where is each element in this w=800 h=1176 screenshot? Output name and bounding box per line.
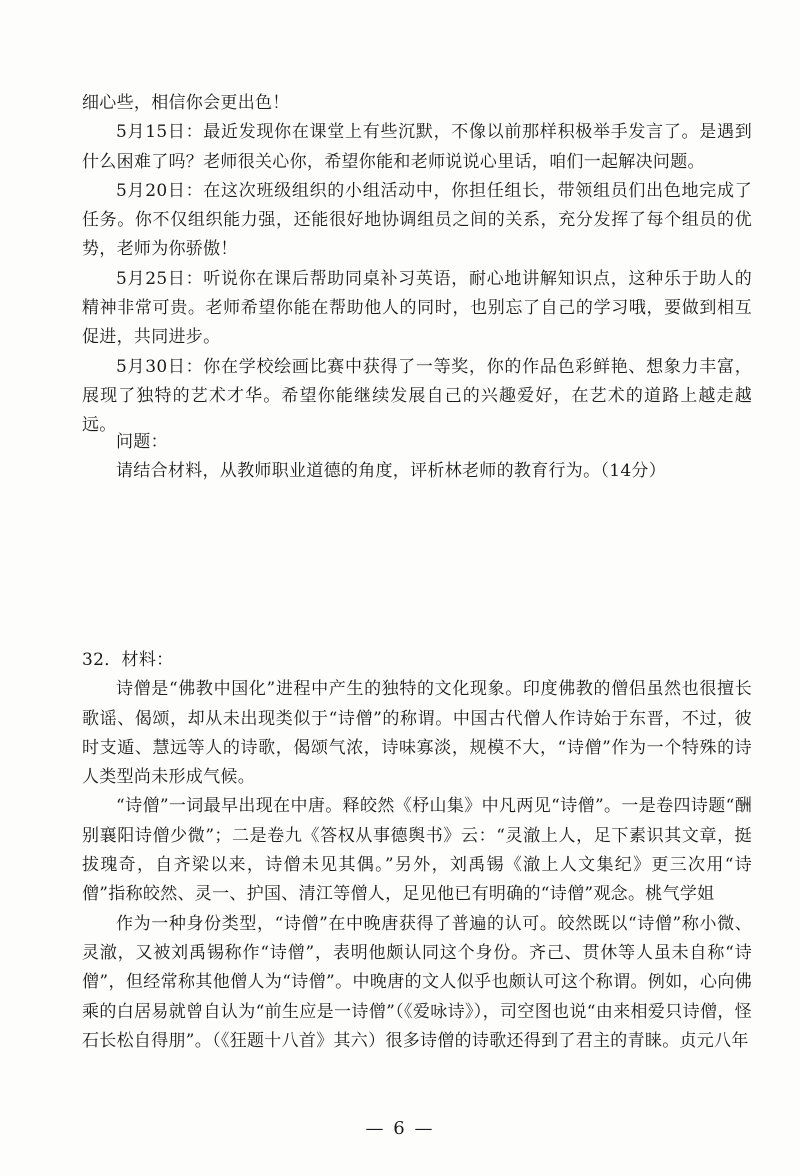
question-prompt: 请结合材料，从教师职业道德的角度，评析林老师的教育行为。（14分） — [116, 461, 667, 482]
diary-entry-may-30: 5月30日：你在学校绘画比赛中获得了一等奖，你的作品色彩鲜艳、想象力丰富，展现了独特的艺术才华。希望你能继续发展自己的兴趣爱好，在艺术的道路上越走越远。 — [82, 356, 752, 436]
material-32 — [82, 646, 752, 1056]
material-32-paragraph-3: 作为一种身份类型，“诗僧”在中晚唐获得了普遍的认可。皎然既以“诗僧”称小微、灵澈，又被刘禹锡称作“诗僧”，表明他颇认同这个身份。齐己、贯休等人虽未自称“诗僧”，但经常称其他僧人为“诗僧”。中晚唐的文人似乎也颇认可这个称谓。例如，心向佛乘的白居易就曾自认为“前生应是一诗僧”（《爱咏诗》），司空图也说“由来相爱只诗僧，怪石长松自得朋”。（《狂题十八首》其六）很多诗僧的诗歌还得到了君主的青睐。贞元八年 — [82, 913, 752, 1051]
question-32-heading: 32．材料： — [82, 650, 174, 670]
question-label: 问题： — [116, 432, 168, 452]
material-32-paragraph-1: 诗僧是“佛教中国化”进程中产生的独特的文化现象。印度佛教的僧侣虽然也很擅长歌谣、偈颂，却从未出现类似于“诗僧”的称谓。中国古代僧人作诗始于东晋，不过，彼时支遁、慧远等人的诗歌，偈颂气浓，诗味寡淡，规模不大，“诗僧”作为一个特殊的诗人类型尚未形成气候。 — [82, 679, 752, 788]
question-31 — [82, 428, 752, 487]
diary-entry-may-15: 5月15日：最近发现你在课堂上有些沉默，不像以前那样积极举手发言了。是遇到什么困难了吗？老师很关心你，希望你能和老师说说心里话，咱们一起解决问题。 — [82, 122, 752, 172]
material-31-continuation — [82, 89, 752, 441]
diary-entry-may-25: 5月25日：听说你在课后帮助同桌补习英语，耐心地讲解知识点，这种乐于助人的精神非常可贵。老师希望你能在帮助他人的同时，也别忘了自己的学习哦，要做到相互促进，共同进步。 — [82, 268, 752, 348]
material-32-paragraph-2: “诗僧”一词最早出现在中唐。释皎然《杼山集》中凡两见“诗僧”。一是卷四诗题“酬别襄阳诗僧少微”；二是卷九《答权从事德舆书》云：“灵澈上人，足下素识其文章，挺拔瑰奇，自齐梁以来，诗僧未见其偶。”另外，刘禹锡《澈上人文集纪》更三次用“诗僧”指称皎然、灵一、护国、清江等僧人，足见他已有明确的“诗僧”观念。桃气学姐 — [82, 796, 752, 905]
diary-entry-may-20: 5月20日：在这次班级组织的小组活动中，你担任组长，带领组员们出色地完成了任务。你不仅组织能力强，还能很好地协调组员之间的关系，充分发挥了每个组员的优势，老师为你骄傲！ — [82, 180, 752, 260]
continuation-line: 细心些，相信你会更出色！ — [82, 93, 290, 113]
page-number: — 6 — — [365, 1118, 435, 1139]
